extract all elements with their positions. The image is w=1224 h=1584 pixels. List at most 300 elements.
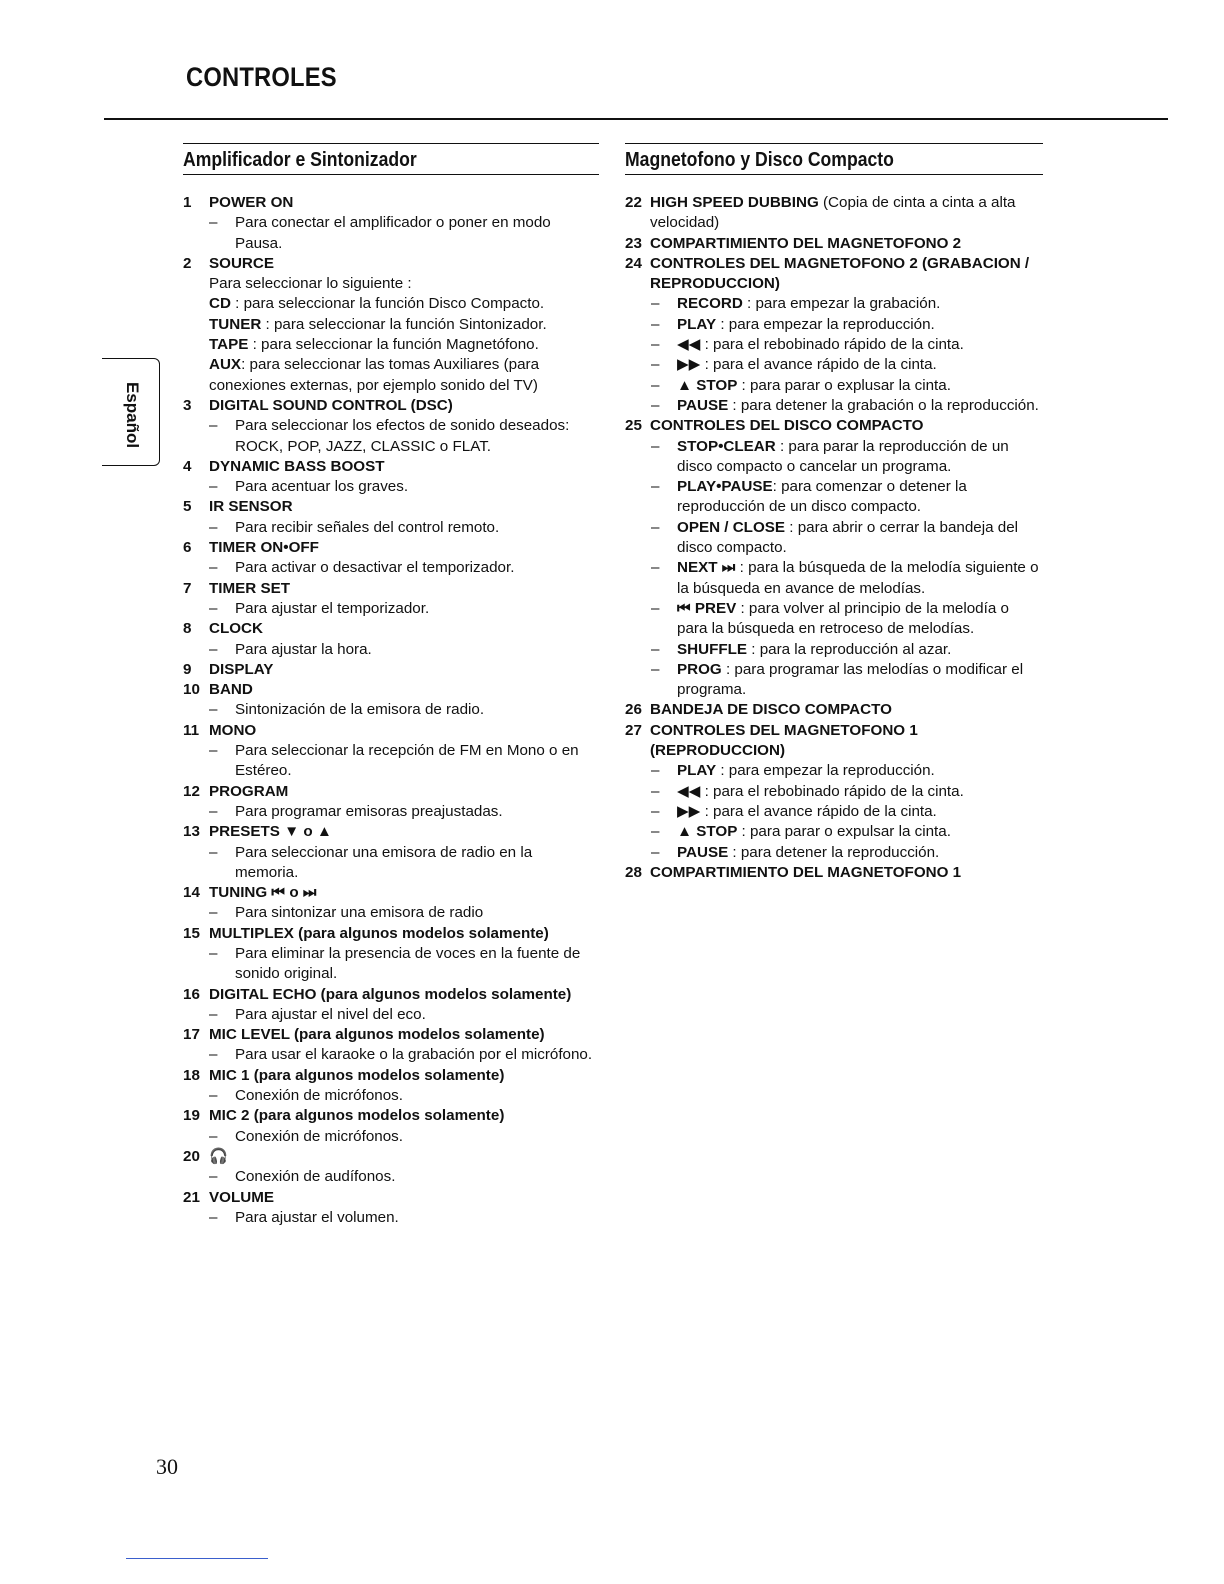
control-name (209, 396, 599, 416)
description-text (677, 558, 1043, 599)
description-line (183, 843, 599, 884)
control-item (183, 1106, 599, 1147)
dash-mark: – (209, 944, 218, 962)
description-line (183, 944, 599, 985)
right-item-list (625, 193, 1043, 883)
description-text (677, 802, 1043, 822)
control-name (209, 1147, 599, 1167)
option-description: : para volver al principio de la melodía o para la búsqueda en retroceso de melodías. (677, 599, 1009, 638)
description-line (183, 335, 599, 355)
control-item-title (625, 700, 1043, 720)
dash-mark: – (209, 214, 218, 232)
description-text (677, 335, 1043, 355)
control-name-text: IR SENSOR (209, 498, 293, 516)
option-code: NEXT ⏭ (677, 559, 736, 577)
control-item (625, 863, 1043, 883)
dash-mark: – (651, 396, 660, 414)
control-name (209, 457, 599, 477)
control-name (209, 579, 599, 599)
description-text (677, 782, 1043, 802)
description-text (677, 294, 1043, 314)
description-line (625, 315, 1043, 335)
description-line (183, 558, 599, 578)
description-line (625, 355, 1043, 375)
description-text (235, 1167, 599, 1187)
option-code: ▶▶ (677, 356, 701, 374)
page-number: 30 (156, 1454, 178, 1479)
option-description: : para detener la reproducción. (728, 843, 940, 861)
control-item-title (625, 234, 1043, 254)
control-name-note: (Copia de cinta a cinta a alta velocidad) (650, 194, 1016, 232)
control-name-text: MIC LEVEL (para algunos modelos solamente) (209, 1026, 545, 1044)
dash-mark: – (209, 802, 218, 820)
control-name (650, 863, 1043, 883)
description-line (183, 599, 599, 619)
dash-mark: – (209, 1127, 218, 1145)
control-name (209, 660, 599, 680)
option-description: Para seleccionar la recepción de FM en Mono o en Estéreo. (235, 742, 579, 780)
option-code: PAUSE (677, 843, 729, 861)
dash-mark: – (209, 1208, 218, 1226)
option-description: Conexión de micrófonos. (235, 1127, 403, 1145)
control-number: 2 (183, 254, 192, 272)
description-line (183, 294, 599, 314)
description-text (677, 761, 1043, 781)
control-number: 12 (183, 782, 200, 800)
control-number: 24 (625, 254, 642, 272)
dash-mark: – (209, 640, 218, 658)
control-name (209, 924, 599, 944)
description-text (235, 700, 599, 720)
control-number: 17 (183, 1026, 200, 1044)
control-number: 15 (183, 924, 200, 942)
control-item-title (183, 680, 599, 700)
control-name-text: CLOCK (209, 620, 263, 638)
dash-mark: – (651, 802, 660, 820)
control-number: 8 (183, 620, 192, 638)
dash-mark: – (209, 1005, 218, 1023)
description-text (677, 518, 1043, 559)
description-text (235, 213, 599, 254)
description-line (183, 741, 599, 782)
control-number: 7 (183, 579, 192, 597)
option-description: Para recibir señales del control remoto. (235, 518, 500, 536)
option-description: : para la búsqueda de la melodía siguiente o la búsqueda en avance de melodías. (677, 559, 1039, 597)
description-text (235, 518, 599, 538)
option-description: Para seleccionar los efectos de sonido deseados: ROCK, POP, JAZZ, CLASSIC o FLAT. (235, 417, 570, 455)
control-item (625, 721, 1043, 863)
control-number: 19 (183, 1107, 200, 1125)
description-text (677, 660, 1043, 701)
description-text (235, 1045, 599, 1065)
description-line (625, 558, 1043, 599)
option-description: : para empezar la reproducción. (716, 762, 935, 780)
control-item (625, 700, 1043, 720)
control-item-title (183, 497, 599, 517)
description-text (677, 477, 1043, 518)
option-code: PLAY•PAUSE (677, 478, 773, 496)
dash-mark: – (651, 356, 660, 374)
control-number: 18 (183, 1066, 200, 1084)
control-number: 14 (183, 884, 200, 902)
control-name (209, 538, 599, 558)
control-item-title (183, 1106, 599, 1126)
control-name-text: COMPARTIMIENTO DEL MAGNETOFONO 1 (650, 863, 962, 881)
option-description: : para el rebobinado rápido de la cinta. (700, 782, 964, 800)
option-description: Para ajustar el nivel del eco. (235, 1005, 426, 1023)
dash-mark: – (209, 1087, 218, 1105)
control-number: 11 (183, 721, 200, 739)
description-line (183, 1127, 599, 1147)
option-description: : para abrir o cerrar la bandeja del disco compacto. (677, 518, 1019, 557)
control-name-text: MULTIPLEX (para algunos modelos solamente) (209, 924, 549, 942)
option-description: : para comenzar o detener la reproducción de un disco compacto. (677, 478, 967, 516)
control-item (183, 660, 599, 680)
control-item (625, 416, 1043, 700)
control-item-title (183, 1147, 599, 1167)
description-text (235, 944, 599, 985)
control-name-text: DIGITAL SOUND CONTROL (DSC) (209, 396, 453, 414)
control-item (625, 193, 1043, 234)
option-description: : para empezar la reproducción. (716, 315, 935, 333)
control-item-title (183, 254, 599, 274)
control-item-title (183, 619, 599, 639)
control-item (625, 234, 1043, 254)
description-text (235, 903, 599, 923)
control-number: 23 (625, 234, 642, 252)
control-item-title (183, 579, 599, 599)
option-description: Sintonización de la emisora de radio. (235, 701, 485, 719)
option-description: : para seleccionar las tomas Auxiliares (para conexiones externas, por ejemplo sonido del TV) (209, 356, 540, 394)
left-column (183, 143, 599, 1228)
option-description: Para acentuar los graves. (235, 478, 409, 496)
control-name-text: TIMER ON•OFF (209, 539, 319, 557)
description-text (235, 1086, 599, 1106)
option-description: Para ajustar el temporizador. (235, 599, 430, 617)
footer-rule (126, 1558, 268, 1559)
control-item (183, 883, 599, 924)
control-name (209, 680, 599, 700)
control-item (183, 924, 599, 985)
option-description: Conexión de micrófonos. (235, 1087, 403, 1105)
option-description: : para parar o expulsar la cinta. (737, 823, 951, 841)
control-item (183, 721, 599, 782)
description-text (235, 843, 599, 884)
control-number: 20 (183, 1147, 200, 1165)
description-line (625, 335, 1043, 355)
control-number: 26 (625, 701, 642, 719)
dash-mark: – (651, 762, 660, 780)
control-number: 3 (183, 396, 192, 414)
dash-mark: – (651, 295, 660, 313)
control-item-title (183, 660, 599, 680)
control-number: 13 (183, 823, 200, 841)
control-name-text: SOURCE (209, 254, 274, 272)
option-description: Para ajustar el volumen. (235, 1208, 399, 1226)
control-name-text: PROGRAM (209, 782, 289, 800)
dash-mark: – (651, 437, 660, 455)
control-item-title (183, 1025, 599, 1045)
control-item-title (625, 416, 1043, 436)
control-name (209, 254, 599, 274)
description-line (625, 802, 1043, 822)
control-name (209, 193, 599, 213)
control-number: 25 (625, 417, 642, 435)
description-line (625, 294, 1043, 314)
control-number: 10 (183, 681, 200, 699)
control-item-title (625, 721, 1043, 762)
option-description: : para parar la reproducción de un disco compacto o cancelar un programa. (677, 437, 1009, 475)
dash-mark: – (209, 599, 218, 617)
option-description: Para sintonizar una emisora de radio (235, 904, 484, 922)
description-line (183, 1086, 599, 1106)
description-line (625, 761, 1043, 781)
option-description: : para el rebobinado rápido de la cinta. (700, 336, 964, 354)
dash-mark: – (651, 376, 660, 394)
description-text (677, 355, 1043, 375)
description-text (235, 558, 599, 578)
description-text (677, 396, 1043, 416)
control-number: 28 (625, 863, 642, 881)
description-line (625, 396, 1043, 416)
description-line (183, 213, 599, 254)
control-name (209, 985, 599, 1005)
control-number: 21 (183, 1188, 200, 1206)
dash-mark: – (209, 1046, 218, 1064)
option-description: Para eliminar la presencia de voces en la fuente de sonido original. (235, 944, 581, 983)
control-name (650, 721, 1043, 762)
control-number: 1 (183, 194, 192, 211)
control-name-text: CONTROLES DEL DISCO COMPACTO (650, 417, 924, 435)
dash-mark: – (651, 478, 660, 496)
control-name-text: TUNING ⏮ o ⏭ (209, 884, 317, 902)
control-name (209, 497, 599, 517)
control-name (209, 883, 599, 903)
dash-mark: – (651, 559, 660, 577)
dash-mark: – (209, 518, 218, 536)
option-code: AUX (209, 356, 242, 374)
option-description: : para empezar la grabación. (742, 295, 941, 313)
control-name-text: CONTROLES DEL MAGNETOFONO 1 (REPRODUCCION) (650, 721, 918, 760)
control-name-text: DIGITAL ECHO (para algunos modelos solamente) (209, 985, 572, 1003)
description-text (235, 477, 599, 497)
control-item (183, 579, 599, 620)
dash-mark: – (651, 599, 660, 617)
control-item-title (183, 822, 599, 842)
control-item (183, 1066, 599, 1107)
control-name-text: DYNAMIC BASS BOOST (209, 457, 385, 475)
left-item-list (183, 193, 599, 1228)
control-name (650, 193, 1043, 234)
option-code: TAPE (209, 336, 249, 354)
control-item-title (183, 883, 599, 903)
dash-mark: – (209, 417, 218, 435)
description-line (183, 416, 599, 457)
control-item (183, 538, 599, 579)
dash-mark: – (651, 315, 660, 333)
control-name (650, 416, 1043, 436)
description-text (235, 1127, 599, 1147)
control-number: 27 (625, 721, 642, 739)
description-line (183, 1045, 599, 1065)
control-item-title (183, 1066, 599, 1086)
control-name (209, 721, 599, 741)
description-line (625, 782, 1043, 802)
dash-mark: – (651, 823, 660, 841)
option-description: Para seleccionar una emisora de radio en la memoria. (235, 843, 533, 881)
control-item-title (183, 193, 599, 213)
dash-mark: – (209, 904, 218, 922)
description-line (183, 802, 599, 822)
control-name (209, 782, 599, 802)
description-line (183, 1208, 599, 1228)
option-code: OPEN / CLOSE (677, 518, 786, 536)
option-description: Para ajustar la hora. (235, 640, 372, 658)
option-code: PLAY (677, 315, 717, 333)
control-item (625, 254, 1043, 416)
description-line (183, 518, 599, 538)
page-title: CONTROLES (186, 62, 337, 92)
description-line (183, 274, 599, 294)
description-text (235, 416, 599, 457)
right-column (625, 143, 1043, 883)
option-description: : para seleccionar la función Magnetófono. (248, 336, 539, 354)
control-name-text: COMPARTIMIENTO DEL MAGNETOFONO 2 (650, 234, 962, 252)
option-description: Para conectar el amplificador o poner en modo Pausa. (235, 214, 551, 252)
control-item-title (625, 863, 1043, 883)
option-code: ◀◀ (677, 782, 701, 800)
control-name-text: VOLUME (209, 1188, 274, 1206)
control-name-text: PRESETS ▼ o ▲ (209, 823, 332, 841)
description-text (235, 802, 599, 822)
description-line (183, 477, 599, 497)
option-code: SHUFFLE (677, 640, 748, 658)
description-text (235, 640, 599, 660)
option-code: CD (209, 295, 231, 313)
description-text (677, 315, 1043, 335)
dash-mark: – (209, 843, 218, 861)
description-line (625, 518, 1043, 559)
control-item-title (183, 457, 599, 477)
control-name (209, 619, 599, 639)
control-item-title (183, 1188, 599, 1208)
option-description: : para seleccionar la función Disco Compacto. (230, 295, 545, 313)
control-name-text: BANDEJA DE DISCO COMPACTO (650, 701, 892, 719)
option-code: STOP•CLEAR (677, 437, 776, 455)
description-line (183, 1167, 599, 1187)
description-line (183, 903, 599, 923)
control-name (650, 254, 1043, 295)
description-line (625, 437, 1043, 478)
control-item (183, 396, 599, 457)
option-code: ⏮ PREV (677, 599, 737, 617)
description-text (235, 741, 599, 782)
control-number: 4 (183, 457, 192, 475)
dash-mark: – (651, 843, 660, 861)
option-code: PROG (677, 660, 722, 678)
option-code: PAUSE (677, 396, 729, 414)
option-description: : para parar o explusar la cinta. (737, 376, 951, 394)
option-code: ▲ STOP (677, 823, 738, 841)
description-line (183, 700, 599, 720)
option-description: Conexión de audífonos. (235, 1168, 396, 1186)
option-description: : para detener la grabación o la reproducción. (728, 396, 1039, 414)
option-description: Para seleccionar lo siguiente : (209, 275, 412, 293)
option-code: ◀◀ (677, 336, 701, 354)
control-item (183, 193, 599, 254)
right-column-heading: Magnetofono y Disco Compacto (625, 143, 1043, 175)
control-name (209, 1106, 599, 1126)
description-line (625, 599, 1043, 640)
control-name (209, 822, 599, 842)
option-code: ▶▶ (677, 802, 701, 820)
control-item-title (625, 193, 1043, 234)
description-line (625, 376, 1043, 396)
description-text (677, 599, 1043, 640)
description-text (677, 640, 1043, 660)
option-description: Para programar emisoras preajustadas. (235, 802, 503, 820)
control-number: 16 (183, 985, 200, 1003)
control-name-text: HIGH SPEED DUBBING (650, 194, 819, 211)
description-line (625, 843, 1043, 863)
option-code: ▲ STOP (677, 376, 738, 394)
description-text (677, 437, 1043, 478)
control-name-text: MIC 2 (para algunos modelos solamente) (209, 1107, 505, 1125)
control-name (650, 234, 1043, 254)
dash-mark: – (209, 742, 218, 760)
control-number: 6 (183, 539, 192, 557)
description-line (625, 640, 1043, 660)
control-item (183, 1188, 599, 1229)
control-name-text: CONTROLES DEL MAGNETOFONO 2 (GRABACION / REPRODUCCION) (650, 254, 1030, 293)
description-line (183, 640, 599, 660)
option-code: TUNER (209, 315, 262, 333)
option-code: RECORD (677, 295, 743, 313)
dash-mark: – (651, 336, 660, 354)
option-description: Para usar el karaoke o la grabación por el micrófono. (235, 1046, 593, 1064)
control-item (183, 822, 599, 883)
control-item (183, 1147, 599, 1188)
control-item-title (183, 396, 599, 416)
control-item (183, 497, 599, 538)
control-item (183, 1025, 599, 1066)
control-name-text: MIC 1 (para algunos modelos solamente) (209, 1066, 505, 1084)
left-column-heading: Amplificador e Sintonizador (183, 143, 599, 175)
control-item-title (183, 985, 599, 1005)
control-number: 22 (625, 194, 642, 211)
dash-mark: – (651, 782, 660, 800)
description-text (677, 822, 1043, 842)
dash-mark: – (209, 1168, 218, 1186)
top-divider (104, 118, 1168, 120)
description-text (235, 599, 599, 619)
dash-mark: – (651, 518, 660, 536)
description-text (677, 843, 1043, 863)
control-name (209, 1066, 599, 1086)
description-line (183, 355, 599, 396)
control-name (650, 700, 1043, 720)
description-line (625, 477, 1043, 518)
description-line (625, 660, 1043, 701)
option-code: PLAY (677, 762, 717, 780)
description-text (677, 376, 1043, 396)
control-item-title (183, 924, 599, 944)
dash-mark: – (209, 701, 218, 719)
dash-mark: – (209, 559, 218, 577)
control-item-title (183, 782, 599, 802)
option-description: : para la reproducción al azar. (747, 640, 952, 658)
control-item (183, 619, 599, 660)
